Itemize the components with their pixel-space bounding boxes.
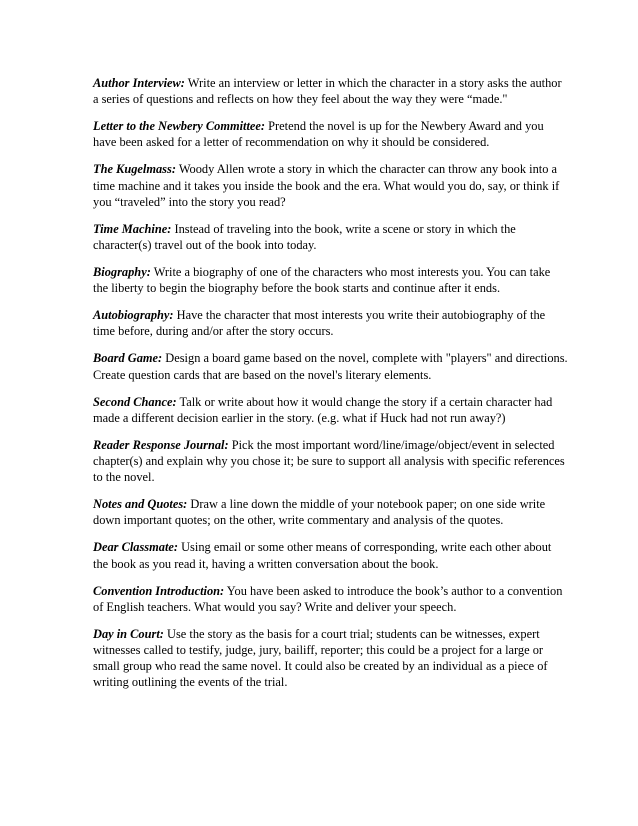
- entry-second-chance: [93, 394, 568, 426]
- entry-board-game: [93, 350, 568, 382]
- entry-text: Design a board game based on the novel, complete with "players" and directions. Create question cards that are based on the novel's literary elements.: [93, 351, 568, 382]
- entry-time-machine: [93, 221, 568, 253]
- entry-title: Reader Response Journal:: [93, 437, 229, 452]
- entry-text: Use the story as the basis for a court trial; students can be witnesses, expert witnesses called to testify, judge, jury, bailiff, reporter; this could be a project for a large or small group who read the same novel. It could also be created by an individual as a piece of writing outlining the events of the trial.: [93, 626, 548, 690]
- entry-title: Second Chance:: [93, 394, 177, 409]
- entry-author-interview: [93, 75, 568, 107]
- entry-text: Draw a line down the middle of your notebook paper; on one side write down important quotes; on the other, write commentary and analysis of the quotes.: [93, 497, 546, 528]
- entry-convention-introduction: [93, 583, 568, 615]
- entry-title: Author Interview:: [93, 76, 185, 90]
- entry-letter-to-newbery-committee: [93, 118, 568, 150]
- entry-text: Have the character that most interests you write their autobiography of the time before, during and/or after the story occurs.: [93, 308, 546, 339]
- entry-title: The Kugelmass:: [93, 162, 176, 177]
- entry-biography: [93, 264, 568, 296]
- entry-day-in-court: [93, 626, 568, 691]
- entry-reader-response-journal: [93, 437, 568, 486]
- entry-text: Woody Allen wrote a story in which the character can throw any book into a time machine and it takes you inside the book and the era. What would you do, say, or think if you “traveled” into the story you read?: [93, 162, 560, 209]
- entry-dear-classmate: [93, 539, 568, 571]
- entry-title: Biography:: [93, 265, 151, 280]
- entry-title: Time Machine:: [93, 221, 172, 236]
- entry-title: Convention Introduction:: [93, 583, 225, 598]
- entry-text: You have been asked to introduce the book’s author to a convention of English teachers. What would you say? Write and deliver your speech.: [93, 583, 563, 614]
- entry-title: Letter to the Newbery Committee:: [93, 119, 266, 134]
- entry-text: Write an interview or letter in which the character in a story asks the author a series of questions and reflects on how they feel about the way they were “made.": [93, 76, 562, 107]
- entry-title: Dear Classmate:: [93, 540, 179, 555]
- entry-text: Write a biography of one of the characters who most interests you. You can take the liberty to begin the biography before the book starts and continue after it ends.: [93, 265, 551, 296]
- entry-title: Notes and Quotes:: [93, 497, 188, 512]
- entry-notes-and-quotes: [93, 496, 568, 528]
- entry-text: Using email or some other means of corresponding, write each other about the book as you read it, having a written conversation about the book.: [93, 540, 552, 571]
- entry-title: Board Game:: [93, 351, 163, 366]
- entry-the-kugelmass: [93, 161, 568, 210]
- entry-text: Pretend the novel is up for the Newbery Award and you have been asked for a letter of recommendation on why it should be considered.: [93, 119, 544, 150]
- entry-text: Talk or write about how it would change the story if a certain character had made a different decision earlier in the story. (e.g. what if Huck had not run away?): [93, 394, 553, 425]
- entry-autobiography: [93, 307, 568, 339]
- entry-title: Autobiography:: [93, 308, 174, 323]
- entry-title: Day in Court:: [93, 626, 164, 641]
- entry-text: Pick the most important word/line/image/object/event in selected chapter(s) and explain why you chose it; be sure to support all analysis with specific references to the novel.: [93, 437, 565, 485]
- entry-text: Instead of traveling into the book, write a scene or story in which the character(s) travel out of the book into today.: [93, 221, 516, 253]
